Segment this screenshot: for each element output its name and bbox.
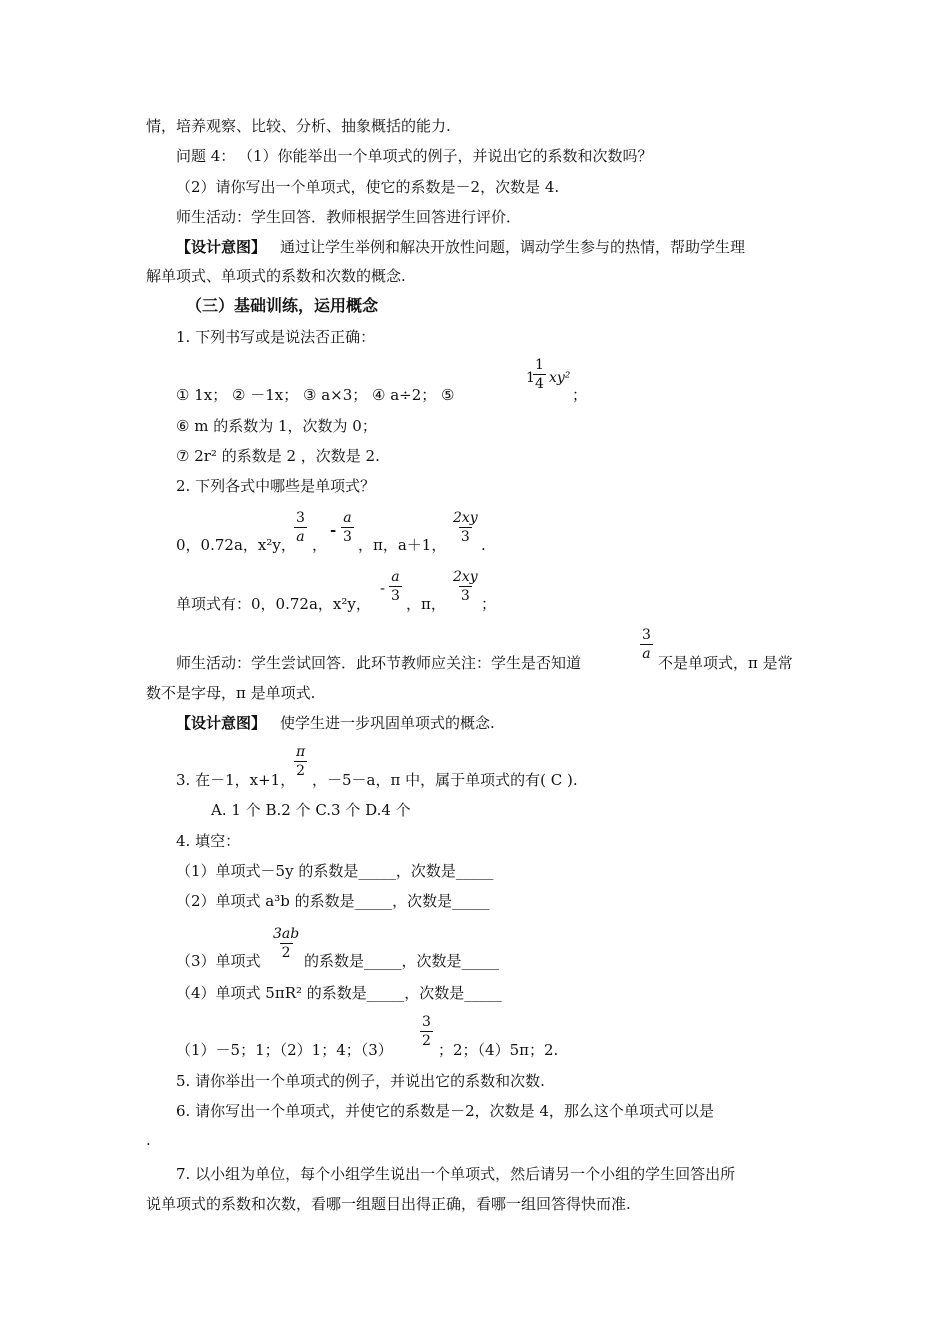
text-line: 0，0.72a，x²y， — [176, 536, 296, 554]
text-line: . — [146, 1131, 151, 1149]
text-line: （4）单项式 5πR² 的系数是_____，次数是_____ — [176, 984, 502, 1002]
text-line: 3. 在－1，x+1， — [176, 771, 296, 789]
fraction-sign: - — [330, 521, 337, 539]
text-line: 2. 下列各式中哪些是单项式？ — [176, 477, 376, 495]
fraction — [451, 568, 480, 605]
fraction-tail: xy² — [549, 370, 571, 386]
text-line: 说单项式的系数和次数，看哪一组题目出得正确，看哪一组回答得快而准. — [146, 1195, 631, 1213]
answer-line: （1）－5；1；（2）1；4；（3） — [176, 1041, 393, 1059]
separator: . — [481, 536, 486, 554]
text-line: （1）单项式－5y 的系数是_____，次数是_____ — [176, 862, 494, 880]
text-line: 解单项式、单项式的系数和次数的概念. — [146, 267, 406, 285]
question-label: 问题 4： — [176, 147, 236, 165]
fraction-denominator: 3 — [460, 529, 470, 545]
fraction-numerator: 2xy — [453, 510, 478, 526]
fraction-numerator: 3 — [422, 1014, 431, 1030]
fraction-numerator: a — [391, 569, 400, 585]
fraction-denominator: 2 — [422, 1033, 431, 1049]
text-line: 4. 填空： — [176, 832, 241, 850]
text-line: 1. 下列书写或是说法否正确： — [176, 328, 376, 346]
fraction-numerator: 2xy — [453, 569, 478, 585]
mixed-number-whole: 1 — [526, 370, 535, 386]
text-line: 单项式有：0，0.72a，x²y， — [176, 595, 371, 613]
text-line: ⑦ 2r² 的系数是 2 ，次数是 2. — [176, 447, 380, 465]
text-line: ⑥ m 的系数为 1，次数为 0； — [176, 417, 377, 435]
fraction-denominator: a — [642, 646, 651, 662]
text-line: 6. 请你写出一个单项式，并使它的系数是－2，次数是 4，那么这个单项式可以是 — [176, 1102, 714, 1120]
fraction-numerator: a — [343, 510, 352, 526]
design-intent-tag: 【设计意图】 — [176, 238, 267, 256]
separator: ； — [481, 595, 497, 613]
separator: ， — [312, 536, 328, 554]
answer-line: ；2；（4）5π；2. — [438, 1041, 559, 1059]
fraction — [420, 1013, 433, 1050]
fraction — [341, 509, 354, 546]
fraction-numerator: 3ab — [273, 926, 300, 942]
text-line: 通过让学生举例和解决开放性问题，调动学生参与的热情，帮助学生理 — [280, 238, 746, 256]
design-intent-tag: 【设计意图】 — [176, 714, 267, 732]
text-line: （2）请你写出一个单项式，使它的系数是－2，次数是 4. — [176, 178, 560, 196]
text-line: 师生活动：学生回答．教师根据学生回答进行评价． — [176, 208, 522, 226]
text-line: 情，培养观察、比较、分析、抽象概括的能力. — [146, 117, 451, 135]
text-line: 使学生进一步巩固单项式的概念. — [280, 714, 495, 732]
fraction-numerator: 1 — [535, 357, 544, 373]
fraction-numerator: π — [296, 744, 306, 760]
text-line: ； — [572, 386, 588, 404]
text-line: 的系数是_____，次数是_____ — [304, 952, 500, 970]
section-heading: （三）基础训练，运用概念 — [186, 296, 379, 315]
fraction — [640, 626, 653, 663]
text-line: （3）单项式 — [176, 952, 261, 970]
fraction — [294, 509, 307, 546]
options-line: A. 1 个 B.2 个 C.3 个 D.4 个 — [211, 801, 411, 819]
text-line: ① 1x； ② －1x； ③ a×3； ④ a÷2； ⑤ — [176, 386, 455, 404]
fraction-denominator: 3 — [343, 529, 352, 545]
fraction-numerator: 3 — [642, 627, 651, 643]
fraction-sign: - — [380, 579, 386, 597]
fraction — [271, 925, 301, 962]
fraction-denominator: 3 — [391, 588, 400, 604]
text-line: 5. 请你举出一个单项式的例子，并说出它的系数和次数. — [176, 1072, 545, 1090]
text-line: （2）单项式 a³b 的系数是_____，次数是_____ — [176, 892, 490, 910]
text-line: 7. 以小组为单位，每个小组学生说出一个单项式，然后请另一个小组的学生回答出所 — [176, 1165, 736, 1183]
fraction-denominator: 2 — [281, 945, 291, 961]
text-line: （1）你能举出一个单项式的例子，并说出它的系数和次数吗？ — [238, 147, 653, 165]
fraction — [294, 743, 307, 780]
fraction-numerator: 3 — [296, 510, 305, 526]
text-line: 师生活动：学生尝试回答．此环节教师应关注：学生是否知道 — [176, 654, 582, 672]
fraction-denominator: 3 — [460, 588, 470, 604]
text-line: ，π，a＋1， — [358, 536, 447, 554]
fraction — [533, 356, 546, 393]
text-line: 不是单项式，π 是常 — [658, 654, 793, 672]
text-line: ，π， — [406, 595, 446, 613]
text-line: ，－5－a，π 中，属于单项式的有( C ). — [312, 771, 578, 789]
fraction-denominator: 4 — [535, 376, 544, 392]
fraction — [389, 568, 402, 605]
fraction-denominator: 2 — [296, 763, 306, 779]
text-line: 数不是字母，π 是单项式. — [146, 684, 316, 702]
fraction — [451, 509, 480, 546]
fraction-denominator: a — [296, 529, 305, 545]
